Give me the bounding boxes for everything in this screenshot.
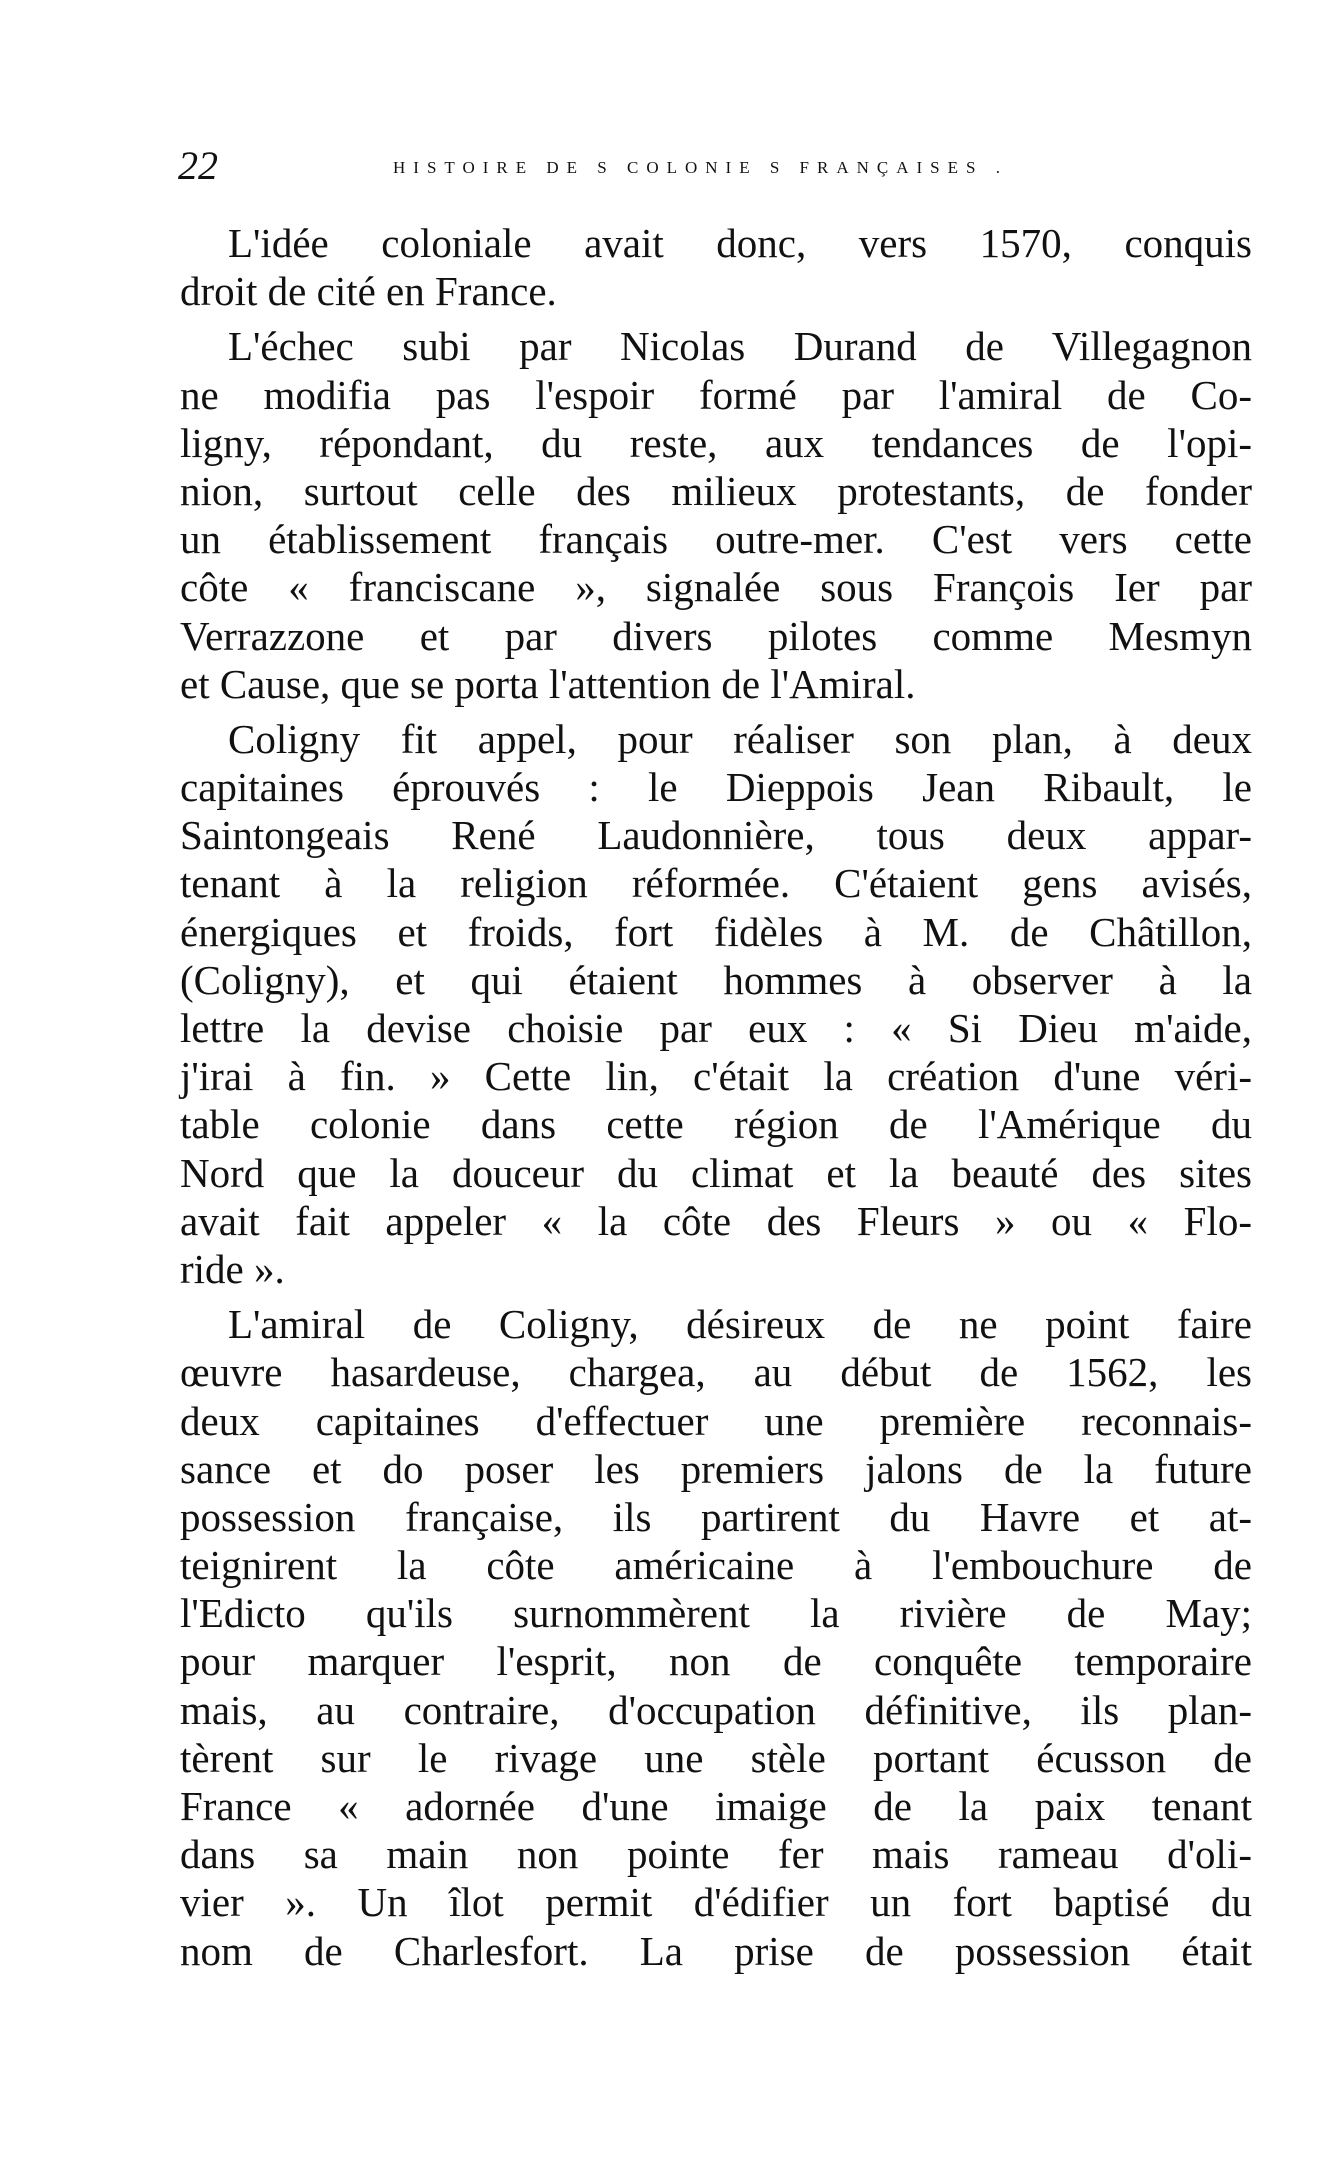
text-line: énergiques et froids, fort fidèles à M. de Châtillon, [180, 908, 1252, 955]
paragraph [180, 715, 1252, 1293]
text-line: tèrent sur le rivage une stèle portant écusson de [180, 1734, 1252, 1781]
text-line: L'échec subi par Nicolas Durand de Villegagnon [228, 323, 1252, 370]
text-line: nion, surtout celle des milieux protestants, de fonder [180, 467, 1252, 514]
text-line: mais, au contraire, d'occupation définitive, ils plan- [180, 1686, 1252, 1733]
text-line: avait fait appeler « la côte des Fleurs » ou « Flo- [180, 1197, 1252, 1244]
text-line: capitaines éprouvés : le Dieppois Jean Ribault, le [180, 764, 1252, 811]
text-line: Verrazzone et par divers pilotes comme Mesmyn [180, 612, 1252, 659]
text-line: possession française, ils partirent du Havre et at- [180, 1493, 1252, 1540]
paragraph [180, 322, 1252, 708]
text-line: L'idée coloniale avait donc, vers 1570, conquis [228, 220, 1252, 266]
text-line: L'amiral de Coligny, désireux de ne point faire [228, 1301, 1252, 1348]
text-line: teignirent la côte américaine à l'embouchure de [180, 1542, 1252, 1589]
text-line: j'irai à fin. » Cette lin, c'était la création d'une véri- [180, 1053, 1252, 1100]
text-line: lettre la devise choisie par eux : « Si Dieu m'aide, [180, 1005, 1252, 1051]
text-line: l'Edicto qu'ils surnommèrent la rivière de May; [180, 1590, 1252, 1637]
paragraph [180, 219, 1252, 315]
paragraph [180, 1300, 1252, 1975]
text-line: table colonie dans cette région de l'Amérique du [180, 1101, 1252, 1148]
text-line: et Cause, que se porta l'attention de l'Amiral. [180, 660, 916, 707]
text-line: ne modifia pas l'espoir formé par l'amiral de Co- [180, 371, 1252, 418]
body-text [180, 219, 1252, 1982]
text-line: deux capitaines d'effectuer une première reconnais- [180, 1397, 1252, 1444]
text-line: (Coligny), et qui étaient hommes à observer à la [180, 956, 1252, 1003]
text-line: France « adornée d'une imaige de la paix tenant [180, 1783, 1252, 1829]
text-line: Nord que la douceur du climat et la beauté des sites [180, 1149, 1252, 1196]
running-title: HISTOIRE DE S COLONIE S FRANÇAISES . [393, 158, 1008, 177]
text-line: vier ». Un îlot permit d'édifier un fort baptisé du [180, 1879, 1252, 1926]
text-line: ligny, répondant, du reste, aux tendances de l'opi- [180, 419, 1252, 466]
page-number: 22 [178, 143, 218, 188]
text-line: dans sa main non pointe fer mais rameau d'oli- [180, 1831, 1252, 1878]
text-line: tenant à la religion réformée. C'étaient gens avisés, [180, 860, 1252, 907]
text-line: sance et do poser les premiers jalons de la future [180, 1445, 1252, 1492]
page-header [178, 138, 1248, 198]
text-line: côte « franciscane », signalée sous François Ier par [180, 564, 1252, 611]
text-line: ride ». [180, 1245, 285, 1292]
text-line: Saintongeais René Laudonnière, tous deux appar- [180, 812, 1252, 859]
text-line: pour marquer l'esprit, non de conquête temporaire [180, 1638, 1252, 1685]
text-line: droit de cité en France. [180, 268, 557, 315]
text-line: œuvre hasardeuse, chargea, au début de 1562, les [180, 1349, 1252, 1396]
text-line: un établissement français outre-mer. C'est vers cette [180, 516, 1252, 563]
text-line: Coligny fit appel, pour réaliser son plan, à deux [228, 715, 1252, 762]
text-line: nom de Charlesfort. La prise de possession était [180, 1927, 1252, 1974]
